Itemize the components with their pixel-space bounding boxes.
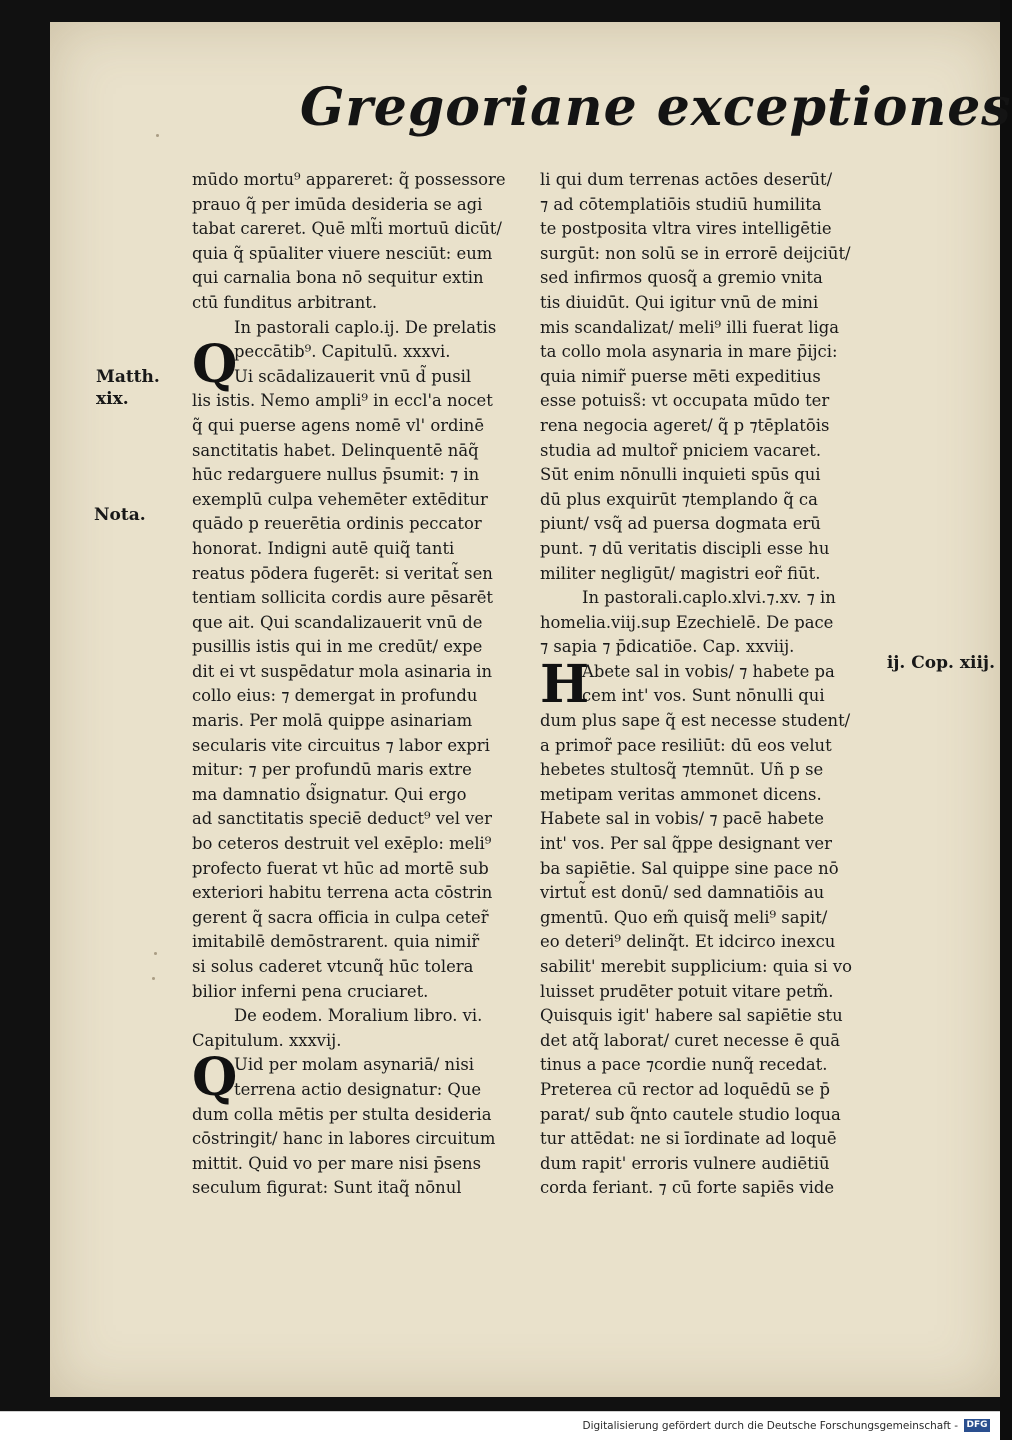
- text-line: Sūt enim nōnulli inquieti spūs qui: [540, 465, 821, 485]
- text-line: pusillis istis qui in me credūt/ expe: [192, 637, 483, 657]
- text-line: sed infirmos quosq̃ a gremio vnita: [540, 268, 823, 288]
- text-line: cōstringit/ hanc in labores circuitum: [192, 1129, 496, 1149]
- text-line: eo deteri⁹ delinq̃t. Et idcirco inexcu: [540, 932, 836, 952]
- text-line: esse potuiss̃: vt occupata mūdo ter: [540, 391, 830, 411]
- text-line: bilior inferni pena cruciaret.: [192, 981, 429, 1001]
- text-line: maris. Per molā quippe asinariam: [192, 711, 473, 731]
- text-line: Abete sal in vobis/ ⁊ habete pa: [582, 661, 835, 681]
- text-line: quia nimir̃ puerse mēti expeditius: [540, 366, 821, 386]
- text-line: int' vos. Per sal q̃ppe designant ver: [540, 834, 832, 854]
- text-line: tentiam sollicita cordis aure pēsarēt: [192, 588, 494, 608]
- text-line: q̃ qui puerse agens nomē vl' ordinē: [192, 415, 485, 435]
- chapter-heading: De eodem. Moralium libro. vi.: [234, 1006, 483, 1026]
- text-line: Habete sal in vobis/ ⁊ pacē habete: [540, 809, 824, 829]
- text-line: parat/ sub q̃nto cautele studio loqua: [540, 1104, 841, 1124]
- text-line: gerent q̃ sacra officia in culpa ceter̃: [192, 907, 489, 927]
- text-line: virtut̃ est donū/ sed damnatiōis au: [540, 883, 825, 903]
- text-line: que ait. Qui scandalizauerit vnū de: [192, 612, 483, 632]
- text-line: dit ei vt suspēdatur mola asinaria in: [192, 661, 493, 681]
- text-line: quādo p reuerētia ordinis peccator: [192, 514, 482, 534]
- text-line: cem int' vos. Sunt nōnulli qui: [582, 686, 825, 706]
- text-line: luisset prudēter potuit vitare petm̃.: [540, 981, 834, 1001]
- text-line: surgūt: non solū se in errorē deijciūt/: [540, 243, 851, 263]
- text-line: li qui dum terrenas actōes deserūt/: [540, 170, 833, 189]
- text-line: mūdo mortu⁹ appareret: q̃ possessore: [192, 170, 506, 189]
- paper-speck: [152, 977, 155, 980]
- marginal-note-cop: ij. Cop. xiij.: [886, 653, 995, 673]
- left-text-column: [192, 168, 542, 1201]
- text-line: qui carnalia bona nō sequitur extin: [192, 268, 484, 288]
- text-line: tis diuidūt. Qui igitur vnū de mini: [540, 292, 819, 312]
- text-line: dum colla mētis per stulta desideria: [192, 1104, 492, 1124]
- text-line: terrena actio designatur: Que: [234, 1079, 482, 1099]
- chapter-heading: In pastorali.caplo.xlvi.⁊.xv. ⁊ in: [582, 588, 836, 608]
- text-line: rena negocia ageret/ q̃ p ⁊tēplatōis: [540, 415, 830, 435]
- text-line: tabat careret. Quē mlt̃i mortuū dicūt/: [192, 219, 502, 239]
- text-line: Quisquis igit' habere sal sapiētie stu: [540, 1006, 843, 1026]
- dfg-credit-text: Digitalisierung gefördert durch die Deutsche Forschungsgemeinschaft -: [582, 1420, 958, 1432]
- text-line: si solus caderet vtcunq̃ hūc tolera: [192, 957, 474, 976]
- marginal-note-matth: Matth. xix.: [96, 367, 160, 409]
- text-line: tinus a pace ⁊cordie nunq̃ recedat.: [540, 1055, 828, 1075]
- text-line: profecto fuerat vt hūc ad mortē sub: [192, 858, 489, 878]
- text-line: gmentū. Quo em̃ quisq̃ meli⁹ sapit/: [540, 907, 828, 927]
- text-line: ctū funditus arbitrant.: [192, 292, 378, 312]
- text-line: te postposita vltra vires intelligētie: [540, 219, 832, 239]
- chapter-heading: In pastorali caplo.ij. De prelatis: [234, 317, 497, 337]
- text-line: bo ceteros destruit vel exēplo: meli⁹: [192, 834, 492, 854]
- text-line: sanctitatis habet. Delinquentē nāq̃: [192, 440, 479, 460]
- chapter-heading: peccātib⁹. Capitulū. xxxvi.: [234, 342, 451, 362]
- text-line: Uid per molam asynariā/ nisi: [234, 1055, 474, 1075]
- text-line: reatus pōdera fugerēt: si veritat̃ sen: [192, 563, 493, 583]
- text-line: collo eius: ⁊ demergat in profundu: [192, 686, 478, 706]
- text-line: exemplū culpa vehemēter extēditur: [192, 489, 488, 509]
- text-line: ⁊ ad cōtemplatiōis studiū humilita: [540, 194, 822, 214]
- text-line: Preterea cū rector ad loquēdū se p̄: [540, 1079, 830, 1099]
- text-line: ba sapiētie. Sal quippe sine pace nō: [540, 858, 839, 878]
- text-line: honorat. Indigni autē quiq̃ tanti: [192, 538, 455, 558]
- text-line: ta collo mola asynaria in mare p̄ijci:: [540, 342, 838, 362]
- text-line: mis scandalizat/ meli⁹ illi fuerat liga: [540, 317, 839, 337]
- text-line: imitabilē demōstrarent. quia nimir̃: [192, 932, 480, 952]
- text-line: dum rapit' erroris vulnere audiētiū: [540, 1153, 830, 1173]
- text-line: seculum figurat: Sunt itaq̃ nōnul: [192, 1178, 462, 1198]
- text-line: punt. ⁊ dū veritatis discipli esse hu: [540, 538, 830, 558]
- right-text-column: [540, 168, 880, 1201]
- text-line: mittit. Quid vo per mare nisi p̄sens: [192, 1153, 482, 1173]
- marginal-note-nota: Nota.: [94, 505, 146, 525]
- running-title: Gregoriane exceptiones: [300, 77, 1012, 138]
- text-line: quia q̃ spūaliter viuere nesciūt: eum: [192, 243, 493, 263]
- text-line: lis istis. Nemo ampli⁹ in eccl'a nocet: [192, 391, 493, 411]
- chapter-heading: Capitulum. xxxvij.: [192, 1030, 342, 1050]
- chapter-heading: homelia.viij.sup Ezechielē. De pace: [540, 612, 834, 632]
- text-line: Ui scādalizauerit vnū d̃ pusil: [234, 366, 472, 386]
- text-line: studia ad multor̃ pniciem vacaret.: [540, 440, 822, 460]
- paper-speck: [154, 952, 157, 955]
- text-line: prauo q̃ per imūda desideria se agi: [192, 194, 483, 214]
- text-line: exteriori habitu terrena acta cōstrin: [192, 883, 493, 903]
- drop-cap-initial: H: [540, 653, 590, 715]
- text-line: mitur: ⁊ per profundū maris extre: [192, 760, 472, 780]
- chapter-heading: ⁊ sapia ⁊ p̄dicatiōe. Cap. xxviij.: [540, 637, 795, 657]
- text-line: ma damnatio d̃signatur. Qui ergo: [192, 784, 467, 804]
- text-line: dum plus sape q̃ est necesse student/: [540, 711, 851, 731]
- text-line: hebetes stultosq̃ ⁊temnūt. Uñ p se: [540, 760, 824, 780]
- text-line: corda feriant. ⁊ cū forte sapiēs vide: [540, 1178, 835, 1198]
- dfg-logo-icon: DFG: [964, 1419, 990, 1432]
- text-line: dū plus exquirūt ⁊templando q̃ ca: [540, 489, 818, 509]
- drop-cap-initial: Q: [192, 334, 238, 396]
- text-line: tur attēdat: ne si īordinate ad loquē: [540, 1129, 837, 1149]
- dfg-credit-banner: [0, 1411, 1000, 1440]
- text-line: sabilit' merebit supplicium: quia si vo: [540, 957, 852, 976]
- paper-speck: [156, 134, 159, 137]
- text-line: secularis vite circuitus ⁊ labor expri: [192, 735, 490, 755]
- text-line: piunt/ vsq̃ ad puersa dogmata erū: [540, 514, 821, 534]
- drop-cap-initial: Q: [192, 1047, 238, 1109]
- text-line: militer negligūt/ magistri eor̃ fiūt.: [540, 563, 821, 583]
- text-line: hūc redarguere nullus p̄sumit: ⁊ in: [192, 465, 480, 485]
- text-line: ad sanctitatis speciē deduct⁹ vel ver: [192, 809, 492, 829]
- text-line: a primor̃ pace resiliūt: dū eos velut: [540, 735, 832, 755]
- text-line: metipam veritas ammonet dicens.: [540, 784, 822, 804]
- text-line: det atq̃ laborat/ curet necesse ē quā: [540, 1030, 841, 1050]
